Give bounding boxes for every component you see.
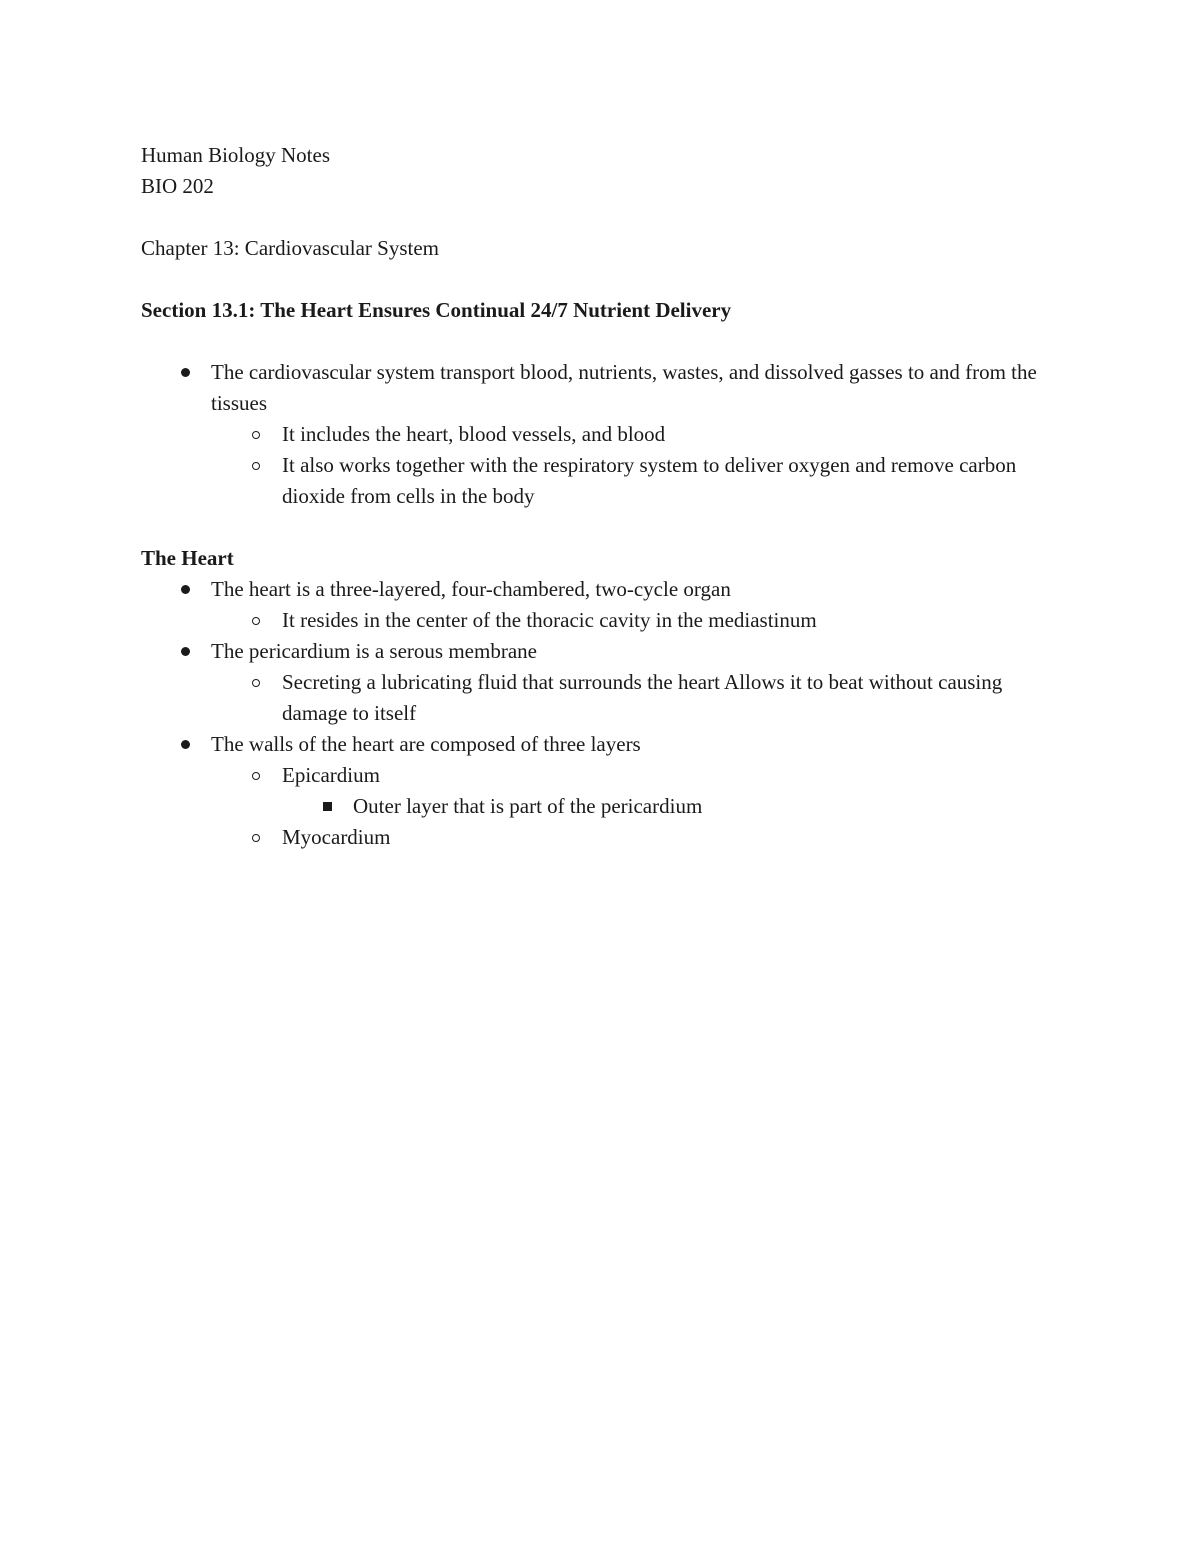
list-item bbox=[141, 636, 1071, 667]
list-item-text: Myocardium bbox=[282, 825, 391, 849]
spacer bbox=[141, 512, 1071, 543]
list-item-text: It resides in the center of the thoracic cavity in the mediastinum bbox=[282, 608, 817, 632]
hollow-circle-bullet-icon bbox=[246, 450, 266, 481]
spacer bbox=[141, 326, 1071, 357]
filled-circle-bullet-icon bbox=[175, 729, 195, 760]
list-item bbox=[141, 574, 1071, 605]
list-item-text: It also works together with the respiratory system to deliver oxygen and remove carbon dioxide from cells in the body bbox=[282, 453, 1017, 508]
list-item bbox=[141, 667, 1071, 729]
list-item-text: Epicardium bbox=[282, 763, 380, 787]
spacer bbox=[141, 264, 1071, 295]
hollow-circle-bullet-icon bbox=[246, 419, 266, 450]
hollow-circle-bullet-icon bbox=[246, 760, 266, 791]
spacer bbox=[141, 202, 1071, 233]
list-item bbox=[141, 357, 1071, 419]
list-item-text: The pericardium is a serous membrane bbox=[211, 639, 537, 663]
list-item bbox=[141, 791, 1071, 822]
list-item-text: The heart is a three-layered, four-chambered, two-cycle organ bbox=[211, 577, 731, 601]
section-heading: Section 13.1: The Heart Ensures Continual 24/7 Nutrient Delivery bbox=[141, 298, 732, 322]
filled-circle-bullet-icon bbox=[175, 357, 195, 388]
list-item bbox=[141, 450, 1071, 512]
list-item-text: The cardiovascular system transport blood, nutrients, wastes, and dissolved gasses to and from the tissues bbox=[211, 360, 1037, 415]
filled-square-bullet-icon bbox=[317, 791, 337, 822]
chapter-title: Chapter 13: Cardiovascular System bbox=[141, 236, 440, 260]
document-body bbox=[141, 140, 1071, 853]
heart-bullet-list bbox=[141, 574, 1071, 853]
list-item bbox=[141, 822, 1071, 853]
filled-circle-bullet-icon bbox=[175, 636, 195, 667]
hollow-circle-bullet-icon bbox=[246, 667, 266, 698]
list-item bbox=[141, 729, 1071, 760]
section-bullet-list bbox=[141, 357, 1071, 512]
hollow-circle-bullet-icon bbox=[246, 605, 266, 636]
list-item-text: It includes the heart, blood vessels, and blood bbox=[282, 422, 666, 446]
list-item bbox=[141, 419, 1071, 450]
filled-circle-bullet-icon bbox=[175, 574, 195, 605]
list-item-text: The walls of the heart are composed of three layers bbox=[211, 732, 641, 756]
list-item bbox=[141, 760, 1071, 791]
list-item-text: Secreting a lubricating fluid that surrounds the heart Allows it to beat without causing damage to itself bbox=[282, 670, 1003, 725]
list-item bbox=[141, 605, 1071, 636]
hollow-circle-bullet-icon bbox=[246, 822, 266, 853]
document-title: Human Biology Notes bbox=[141, 143, 330, 167]
subsection-heading: The Heart bbox=[141, 546, 234, 570]
course-code: BIO 202 bbox=[141, 174, 214, 198]
list-item-text: Outer layer that is part of the pericardium bbox=[353, 794, 703, 818]
